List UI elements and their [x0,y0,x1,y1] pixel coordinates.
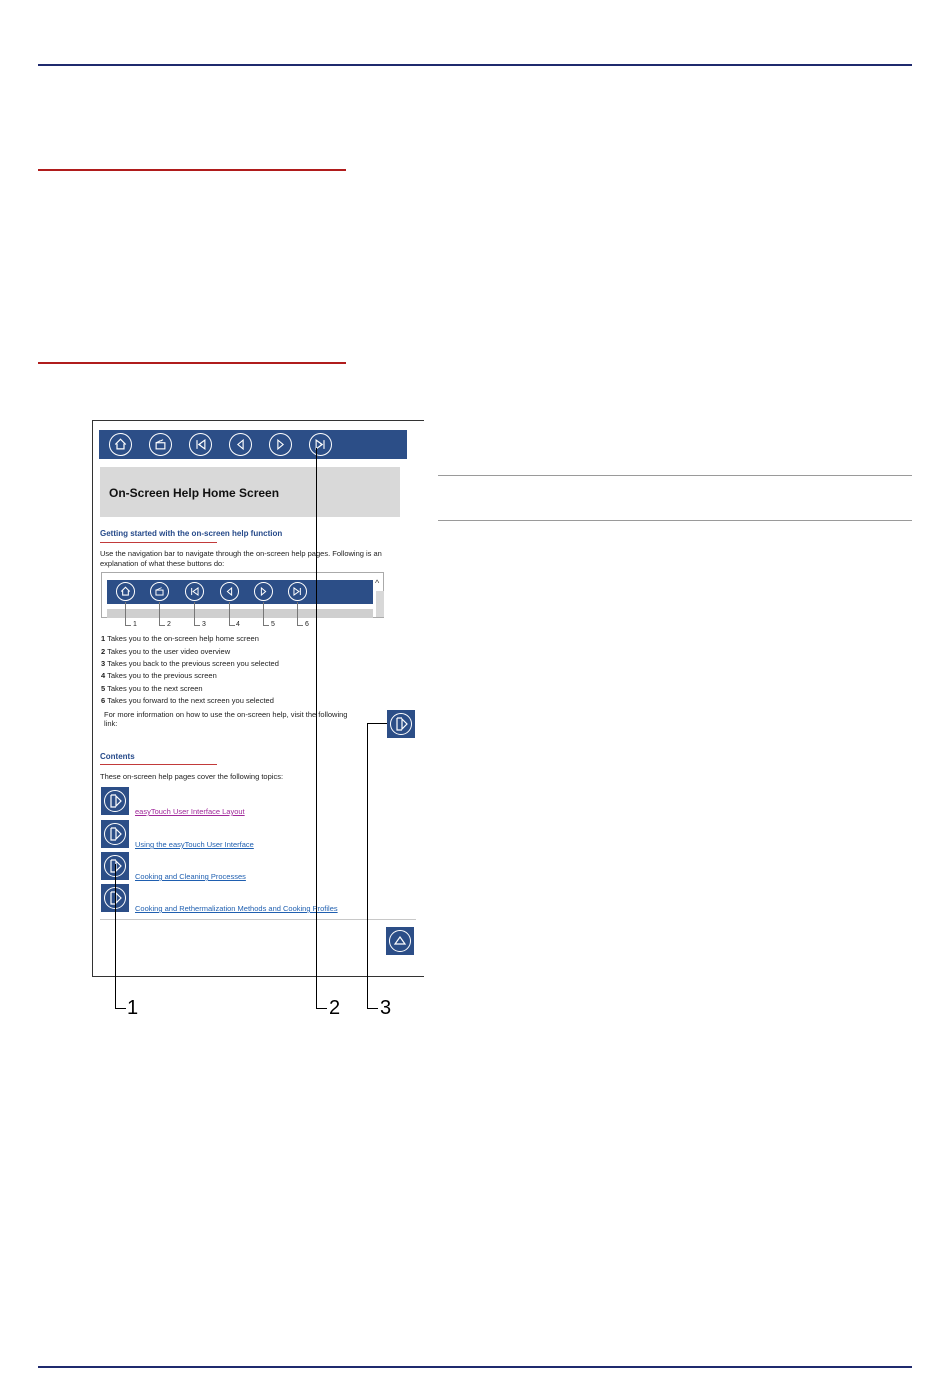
callout-label-3: 3 [380,997,392,1019]
description-text: Takes you back to the previous screen you selected [107,659,279,668]
back-history-icon [186,583,203,600]
navbar-illustration [101,572,384,618]
illustration-callout-line-6 [297,602,303,626]
table-rule-bottom [438,520,912,521]
more-info-line-1: For more information on how to use the on-screen help, visit the following [104,710,348,719]
link-arrow-icon [101,820,129,848]
illustration-scrollbar [376,591,384,617]
video-icon [150,434,171,455]
intro-line-1: Use the navigation bar to navigate through the on-screen help pages. Following is an [100,549,382,558]
help-link-button[interactable] [387,710,415,738]
home-button[interactable] [109,433,132,456]
callout-leader-1 [115,864,126,1009]
topic-link-3[interactable]: Cooking and Cleaning Processes [135,872,246,881]
previous-icon [230,434,251,455]
illustration-callout-line-1 [125,602,131,626]
description-item [101,647,230,656]
description-number: 1 [101,634,106,643]
illustration-callout-2: 2 [167,621,171,628]
home-icon [117,583,134,600]
illustration-next-button [254,582,273,601]
description-item [101,671,217,680]
contents-heading: Contents [100,752,135,761]
description-number: 6 [101,696,106,705]
callout-label-2: 2 [329,997,341,1019]
topic-button-2[interactable] [101,820,129,848]
illustration-callout-5: 5 [271,621,275,628]
video-icon [151,583,168,600]
description-text: Takes you forward to the next screen you selected [107,696,274,705]
topic-link-1[interactable]: easyTouch User Interface Layout [135,807,245,816]
home-icon [110,434,131,455]
title-panel [100,467,400,517]
illustration-callout-line-4 [229,602,235,626]
contents-intro: These on-screen help pages cover the following topics: [100,772,284,781]
getting-started-underline [100,542,217,543]
scroll-to-top-button[interactable] [386,927,414,955]
illustration-home-button [116,582,135,601]
illustration-callout-line-3 [194,602,200,626]
illustration-content-strip [107,609,373,618]
topic-link-4[interactable]: Cooking and Rethermalization Methods and Cooking Profiles [135,904,338,913]
link-arrow-icon [387,710,415,738]
previous-icon [221,583,238,600]
description-number: 4 [101,671,106,680]
topic-button-1[interactable] [101,787,129,815]
link-arrow-icon [101,787,129,815]
description-text: Takes you to the user video overview [107,647,231,656]
table-rule-top [438,475,912,476]
illustration-video-button [150,582,169,601]
illustration-callout-line-2 [159,602,165,626]
topic-link-2[interactable]: Using the easyTouch User Interface [135,840,254,849]
up-triangle-icon [386,927,414,955]
illustration-callout-6: 6 [305,621,309,628]
description-number: 2 [101,647,106,656]
illustration-callout-1: 1 [133,621,137,628]
page-title: On-Screen Help Home Screen [109,486,280,500]
description-text: Takes you to the previous screen [107,671,217,680]
illustration-back-history-button [185,582,204,601]
section-rule-2 [38,362,346,364]
illustration-previous-button [220,582,239,601]
illustration-callout-4: 4 [236,621,240,628]
back-history-icon [190,434,211,455]
header-rule [38,64,912,66]
next-icon [255,583,272,600]
illustration-callout-line-5 [263,602,269,626]
back-history-button[interactable] [189,433,212,456]
illustration-nav-bar [107,580,373,604]
more-info-line-2: link: [104,719,118,728]
forward-history-icon [289,583,306,600]
video-button[interactable] [149,433,172,456]
callout-label-1: 1 [127,997,139,1019]
footer-rule [38,1366,912,1368]
navigation-bar [99,430,407,459]
callout-leader-3 [367,723,378,1009]
description-number: 5 [101,684,106,693]
intro-line-2: explanation of what these buttons do: [100,559,225,568]
next-button[interactable] [269,433,292,456]
next-icon [270,434,291,455]
contents-underline [100,764,217,765]
description-item [101,684,203,693]
description-number: 3 [101,659,106,668]
illustration-forward-history-button [288,582,307,601]
previous-button[interactable] [229,433,252,456]
description-text: Takes you to the on-screen help home screen [107,634,259,643]
getting-started-heading: Getting started with the on-screen help function [100,529,283,538]
description-text: Takes you to the next screen [107,684,203,693]
callout-leader-2 [316,448,327,1009]
scroll-up-arrow-icon: ^ [375,578,380,588]
section-rule-1 [38,169,346,171]
illustration-callout-3: 3 [202,621,206,628]
description-item [101,659,279,668]
description-item [101,634,259,643]
callout-leader-3-hook [367,723,387,724]
description-item [101,696,274,705]
